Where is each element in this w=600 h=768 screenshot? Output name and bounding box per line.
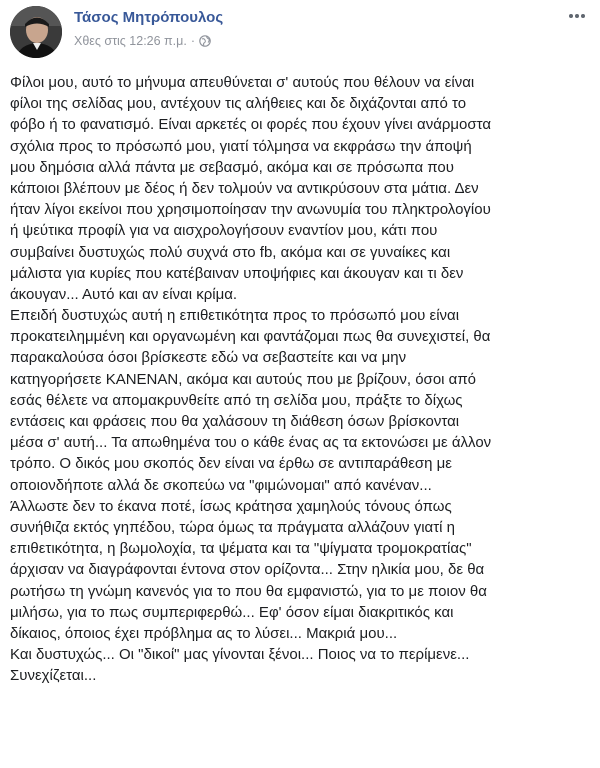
post-text-line: Επειδή δυστυχώς αυτή η επιθετικότητα προς το πρόσωπό μου είναι bbox=[10, 307, 460, 325]
post-text-line: προκατειλημμένη και οργανωμένη και φαντάζομαι πως θα συνεχιστεί, θα bbox=[10, 328, 491, 346]
globe-icon[interactable] bbox=[199, 35, 211, 47]
meta-separator: · bbox=[190, 34, 195, 48]
post-text-line: φίλοι της σελίδας μου, αντέχουν τις αλήθειες και δε διχάζονται από το bbox=[10, 95, 467, 113]
post-text-line: οποιονδήποτε αλλά δε σκοπεύω να "φιμώνομαι" από κανέναν... bbox=[10, 476, 432, 494]
post-text-line: τρόπο. Ο δικός μου σκοπός δεν είναι να έρθω σε αντιπαράθεση με bbox=[10, 455, 452, 473]
post-text-line: ήταν λίγοι εκείνοι που χρησιμοποίησαν την ανωνυμία του πληκτρολογίου bbox=[10, 201, 491, 219]
post-body bbox=[10, 72, 592, 686]
more-options-icon[interactable] bbox=[566, 8, 588, 24]
post-text-line: ρωτήσω τη γνώμη κανενός για το που θα εμφανιστώ, για το με ποιον θα bbox=[10, 582, 487, 600]
post-text-line: παρακαλούσα όσοι βρίσκεστε εδώ να σεβαστείτε και να μην bbox=[10, 349, 407, 367]
post-text-line: ή ψεύτικα προφίλ για να αισχρολογήσουν εναντίον μου, κάτι που bbox=[10, 222, 438, 240]
post-text-line: εσάς θέλετε να απομακρυνθείτε από τη σελίδα μου, πράξτε το δίχως bbox=[10, 391, 463, 409]
post-timestamp[interactable]: Χθες στις 12:26 π.μ. bbox=[74, 34, 187, 48]
post-text-line: Άλλωστε δεν το έκανα ποτέ, ίσως κράτησα χαμηλούς τόνους όπως bbox=[10, 497, 452, 515]
post-text-line: φόβο ή το φανατισμό. Είναι αρκετές οι φορές που έχουν γίνει ανάρμοστα bbox=[10, 116, 492, 134]
post-text-line: Φίλοι μου, αυτό το μήνυμα απευθύνεται σ' αυτούς που θέλουν να είναι bbox=[10, 74, 475, 91]
post-text-line: συμβαίνει δυστυχώς πολύ συχνά στο fb, ακόμα και σε γυναίκες και bbox=[10, 243, 451, 261]
post-text-line: μου δημόσια αλλά πάντα με σεβασμό, ακόμα και σε πρόσωπα που bbox=[10, 158, 454, 176]
post-text-line: άρχισαν να διαγράφονται έντονα στον ορίζοντα... Στην ηλικία μου, δε θα bbox=[10, 561, 485, 579]
post-text-line: κατηγορήσετε ΚΑΝΕΝΑΝ, ακόμα και αυτούς που με βρίζουν, όσοι από bbox=[10, 370, 477, 388]
post-text-line: μάλιστα για κυρίες που κατέβαιναν υποψήφιες και άκουγαν και τι δεν bbox=[10, 264, 464, 282]
post-text-line: μέσα σ' αυτή... Τα απωθημένα του ο κάθε ένας ας τα εκτονώσει με άλλον bbox=[10, 434, 492, 452]
post-meta bbox=[74, 34, 211, 48]
avatar-photo-icon bbox=[10, 6, 62, 58]
author-name[interactable]: Τάσος Μητρόπουλος bbox=[74, 9, 224, 26]
post-text-line: συνήθιζα εκτός γηπέδου, τώρα όμως τα πράγματα αλλάζουν γιατί η bbox=[10, 518, 455, 536]
post-text-line: μιλήσω, για το πως συμπεριφερθώ... Εφ' όσον είμαι διακριτικός και bbox=[10, 603, 454, 621]
post-text-line: επιθετικότητα, η βωμολοχία, τα ψέματα και τα "ψίγματα τρομοκρατίας" bbox=[10, 540, 472, 558]
author-avatar[interactable] bbox=[10, 6, 62, 58]
post-text-line: σχόλια προς το πρόσωπό μου, γιατί τόλμησα να εκφράσω την άποψή bbox=[10, 137, 472, 155]
post-text-line: Και δυστυχώς... Οι "δικοί" μας γίνονται ξένοι... Ποιος να το περίμενε... bbox=[10, 646, 470, 664]
post-text-line: δίκαιος, όποιος έχει πρόβλημα ας το λύσει... Μακριά μου... bbox=[10, 624, 398, 642]
post-text-line: Συνεχίζεται... bbox=[10, 667, 97, 685]
post-text-line: κάποιοι βλέπουν με δέος ή δεν τολμούν να αντικρύσουν στα μάτια. Δεν bbox=[10, 179, 479, 197]
post-header bbox=[10, 6, 590, 58]
post-text-line: εντάσεις και φράσεις που θα χαλάσουν τη διάθεση όσων βρίσκονται bbox=[10, 413, 460, 430]
post-text-line: άκουγαν... Αυτό και αν είναι κρίμα. bbox=[10, 285, 238, 303]
